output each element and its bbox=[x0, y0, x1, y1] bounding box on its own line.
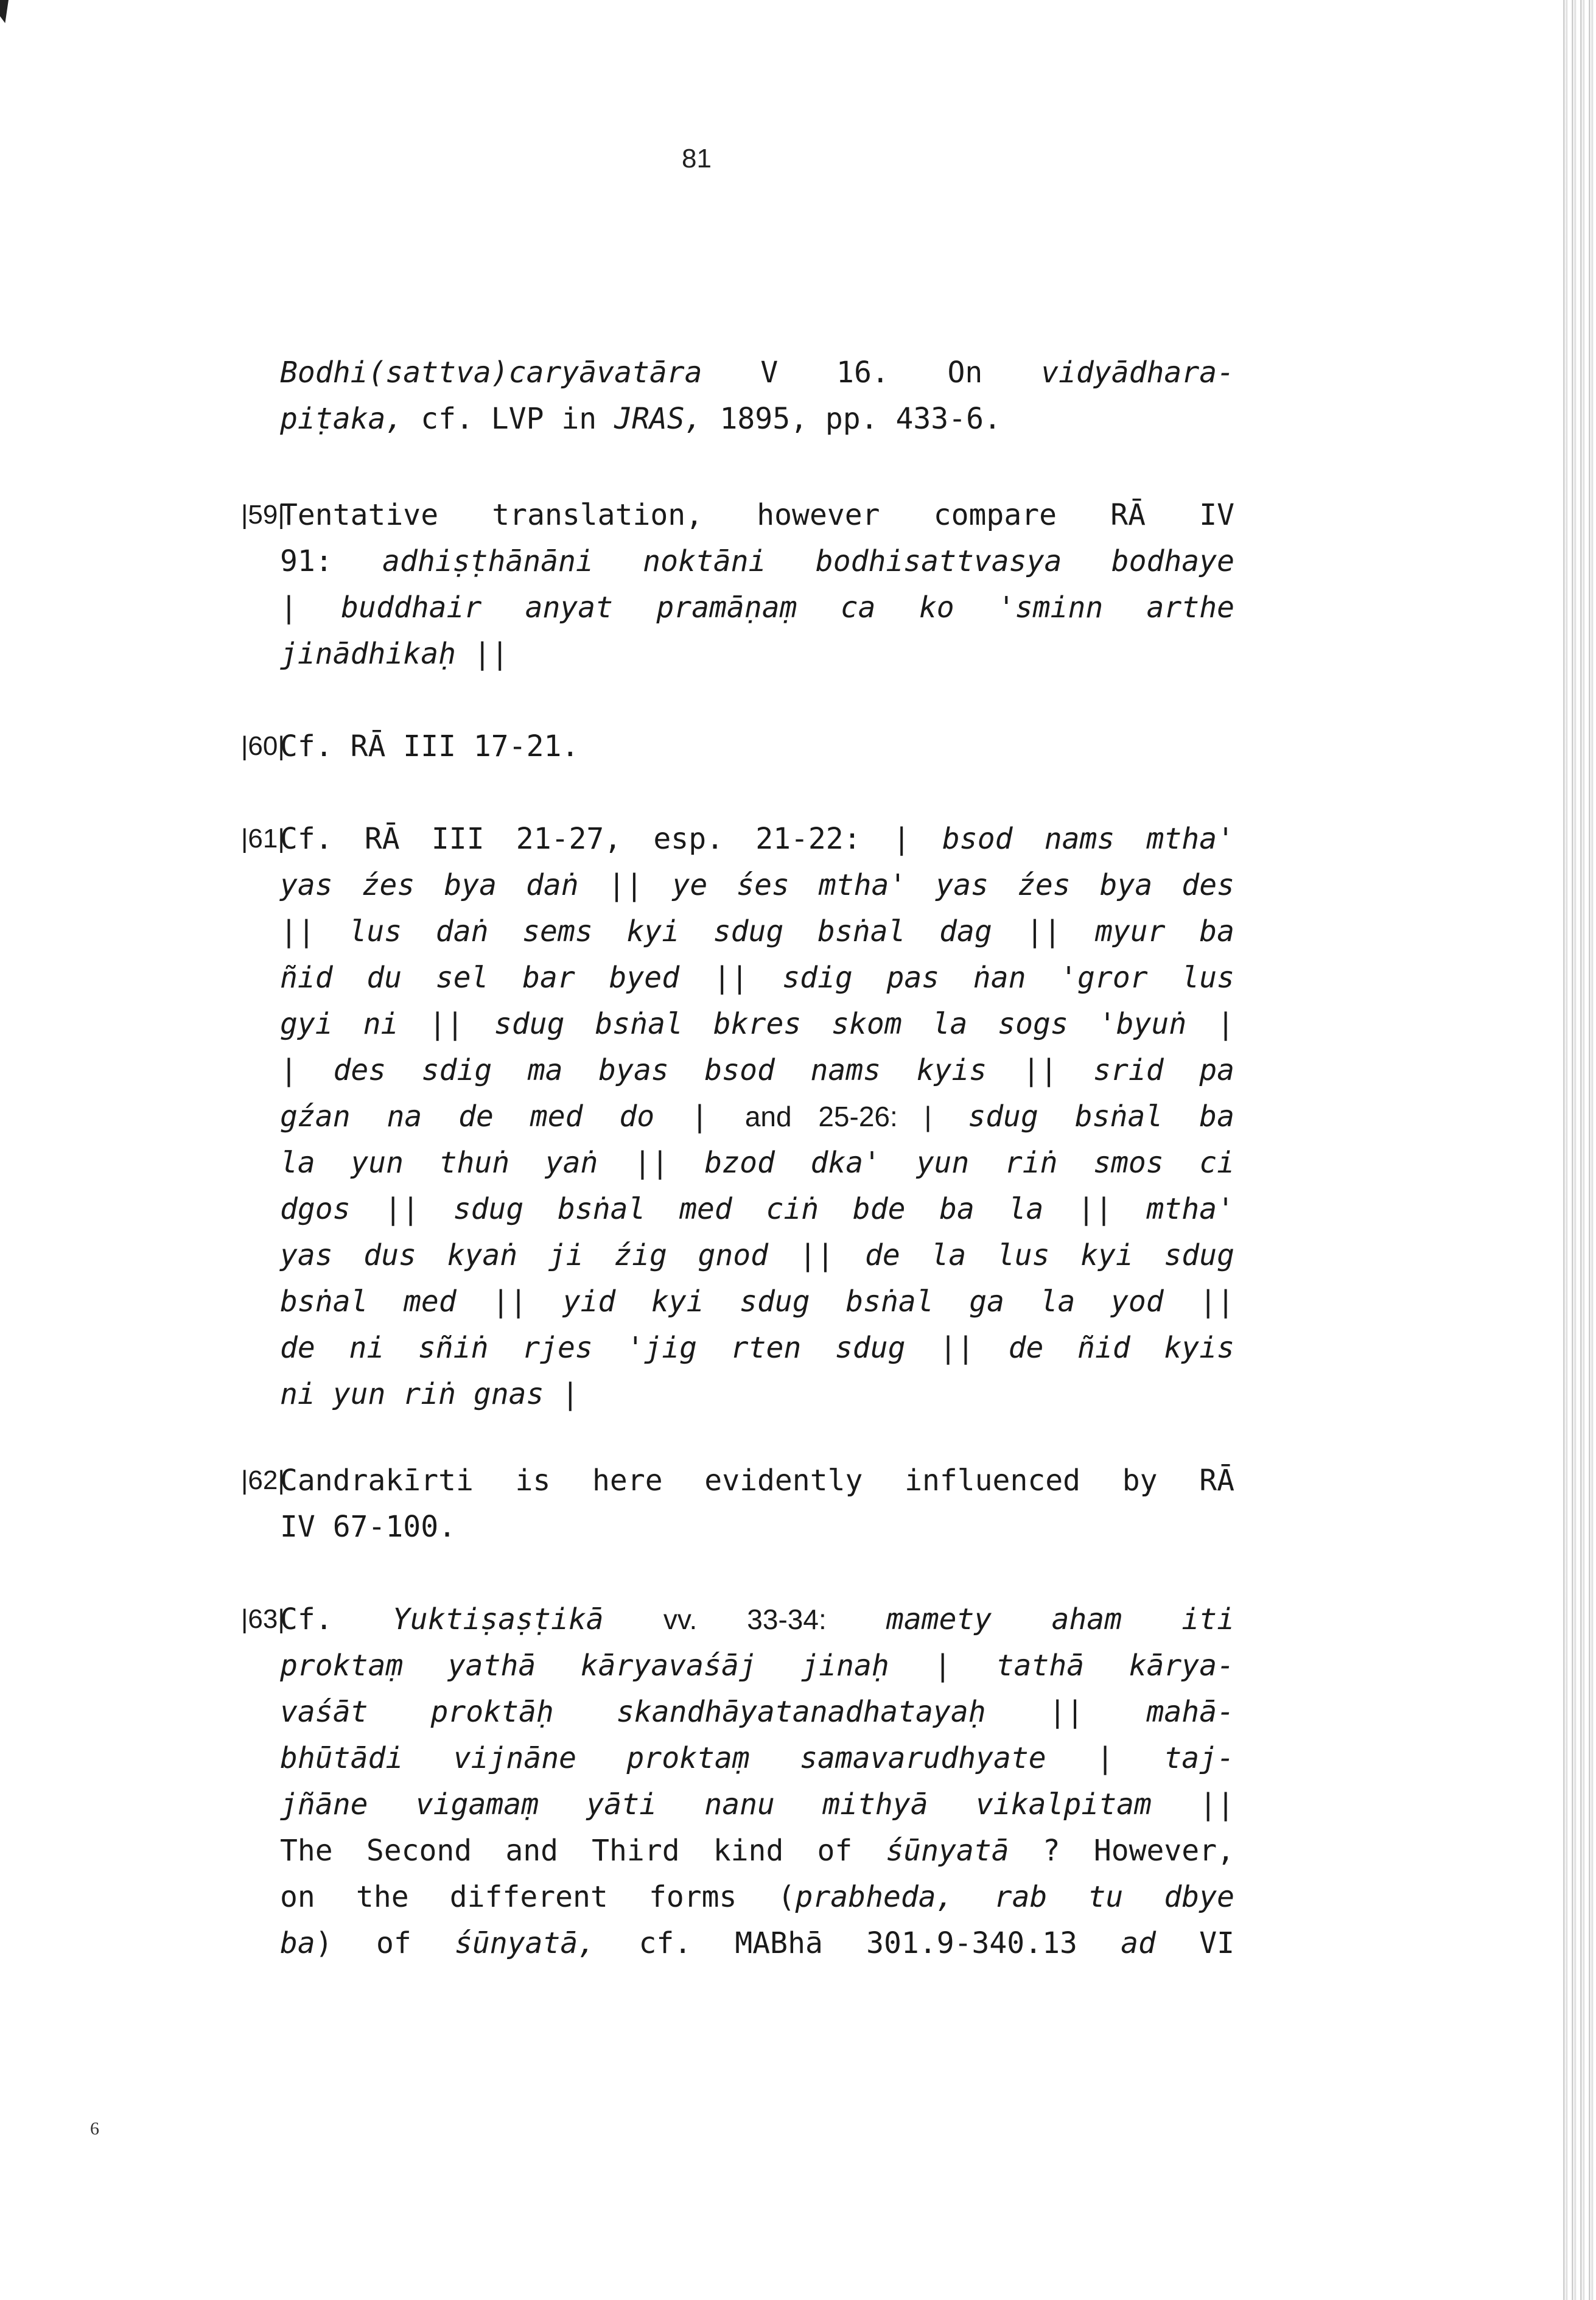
note-line bbox=[280, 816, 1234, 862]
text-span: yas źes bya daṅ || ye śes mtha' yas źes bya des bbox=[280, 868, 1234, 902]
text-span: sdug bsṅal ba bbox=[968, 1099, 1234, 1134]
text-span: VI bbox=[1199, 1926, 1234, 1960]
text-span: la yun thuṅ yaṅ || bzod dka' yun riṅ smos ci bbox=[280, 1146, 1234, 1180]
text-span: vv. 33-34: bbox=[663, 1604, 827, 1635]
text-span: Tentative translation, however compare RĀ IV bbox=[280, 498, 1234, 532]
note-line bbox=[280, 492, 1234, 538]
note-line bbox=[280, 1781, 1234, 1828]
text-span: and 25-26: | bbox=[744, 1101, 932, 1132]
note-number: |63| bbox=[241, 1604, 285, 1634]
note-line bbox=[280, 1371, 1234, 1417]
text-span: yas dus kyaṅ ji źig gnod || de la lus kyi sdug bbox=[280, 1238, 1234, 1272]
text-span: The Second and Third kind of bbox=[280, 1834, 853, 1868]
text-span: bsṅal med || yid kyi sdug bsṅal ga la yod || bbox=[280, 1285, 1234, 1319]
text-span: Yuktiṣaṣṭikā bbox=[392, 1602, 604, 1636]
note-line bbox=[280, 1596, 1234, 1643]
scan-edge bbox=[1559, 0, 1596, 2300]
note-line bbox=[280, 1140, 1234, 1186]
text-span: | des sdig ma byas bsod nams kyis || srid pa bbox=[280, 1053, 1234, 1087]
text-span: bhūtādi vijnāne proktaṃ samavarudhyate | taj- bbox=[280, 1741, 1234, 1775]
note-line bbox=[280, 1828, 1234, 1874]
note-line bbox=[280, 1001, 1234, 1047]
text-span: on the different forms ( bbox=[280, 1880, 796, 1914]
text-span: Candrakīrti is here evidently influenced by RĀ bbox=[280, 1464, 1234, 1498]
text-span: mamety aham iti bbox=[886, 1602, 1234, 1636]
page-number: 81 bbox=[682, 144, 712, 174]
note-line bbox=[280, 1278, 1234, 1325]
text-span: vidyādhara- bbox=[1041, 356, 1235, 390]
text-span: piṭaka, bbox=[280, 402, 404, 436]
text-span: ? However, bbox=[1042, 1834, 1234, 1868]
text-span: JRAS, bbox=[614, 402, 702, 436]
text-span: gyi ni || sdug bsṅal bkres skom la sogs 'byuṅ | bbox=[280, 1007, 1234, 1041]
text-span: de ni sñiṅ rjes 'jig rten sdug || de ñid kyis bbox=[280, 1331, 1234, 1365]
footer-mark: 6 bbox=[90, 2119, 99, 2139]
text-span: IV 67-100. bbox=[280, 1510, 456, 1544]
text-span: ad bbox=[1121, 1926, 1156, 1960]
note-line bbox=[280, 1735, 1234, 1781]
text-span: 91: bbox=[280, 544, 333, 578]
text-span: cf. MABhā 301.9-340.13 bbox=[639, 1926, 1077, 1960]
text-span: jñāne vigamaṃ yāti nanu mithyā vikalpitam || bbox=[280, 1787, 1234, 1821]
note-62 bbox=[241, 1457, 1234, 1550]
text-span: 1895, pp. 433-6. bbox=[719, 402, 1001, 436]
note-line bbox=[280, 1504, 1234, 1550]
note-line bbox=[280, 349, 1234, 396]
text-span: bsod nams mtha' bbox=[942, 822, 1234, 856]
note-line bbox=[280, 538, 1234, 584]
note-line bbox=[280, 631, 1234, 677]
text-span: ni yun riṅ gnas | bbox=[280, 1377, 579, 1411]
text-span: gźan na de med do | bbox=[280, 1099, 709, 1134]
note-continuation bbox=[280, 349, 1234, 442]
text-span: || lus daṅ sems kyi sdug bsṅal dag || myur ba bbox=[280, 914, 1234, 948]
text-span: Bodhi(sattva)caryāvatāra bbox=[280, 356, 702, 390]
text-span: ) of bbox=[315, 1926, 411, 1960]
note-line bbox=[280, 1689, 1234, 1735]
text-span: Cf. RĀ III 21-27, esp. 21-22: | bbox=[280, 822, 911, 856]
note-line bbox=[280, 1643, 1234, 1689]
note-line bbox=[280, 723, 1234, 770]
text-span: vaśāt proktāḥ skandhāyatanadhatayaḥ || mahā- bbox=[280, 1695, 1234, 1729]
note-line bbox=[280, 1047, 1234, 1093]
note-line bbox=[280, 1457, 1234, 1504]
text-span: Cf. bbox=[280, 1602, 333, 1636]
note-line bbox=[280, 1874, 1234, 1920]
note-number: |61| bbox=[241, 824, 285, 854]
note-61 bbox=[241, 816, 1234, 1417]
note-line bbox=[280, 584, 1234, 631]
note-line bbox=[280, 1093, 1234, 1140]
note-63 bbox=[241, 1596, 1235, 1966]
text-span: V 16. On bbox=[760, 356, 983, 390]
text-span: cf. LVP in bbox=[421, 402, 597, 436]
text-span: ñid du sel bar byed || sdig pas ṅan 'gror lus bbox=[280, 961, 1234, 995]
text-span: dgos || sdug bsṅal med ciṅ bde ba la || mtha' bbox=[280, 1192, 1234, 1226]
note-number: |62| bbox=[241, 1465, 285, 1495]
note-60 bbox=[241, 723, 1234, 770]
text-span: | buddhair anyat pramāṇaṃ ca ko 'sminn arthe bbox=[280, 591, 1234, 625]
text-span: adhiṣṭhānāni noktāni bodhisattvasya bodhaye bbox=[382, 544, 1234, 578]
note-line bbox=[280, 396, 1234, 442]
note-line bbox=[280, 1186, 1234, 1232]
text-span: śūnyatā bbox=[886, 1834, 1009, 1868]
note-line bbox=[280, 908, 1234, 955]
text-span: śūnyatā, bbox=[455, 1926, 596, 1960]
note-number: |60| bbox=[241, 731, 285, 761]
note-line bbox=[280, 862, 1234, 908]
text-span: ba bbox=[280, 1926, 315, 1960]
note-number: |59| bbox=[241, 500, 285, 530]
text-span: prabheda, rab tu dbye bbox=[795, 1880, 1235, 1914]
corner-mark bbox=[0, 0, 9, 23]
text-span: jinādhikaḥ || bbox=[280, 637, 509, 671]
note-line bbox=[280, 1920, 1234, 1966]
text-span: Cf. RĀ III 17-21. bbox=[280, 729, 579, 763]
note-line bbox=[280, 1325, 1234, 1371]
note-59 bbox=[241, 492, 1234, 677]
text-span: proktaṃ yathā kāryavaśāj jinaḥ | tathā kārya- bbox=[280, 1649, 1234, 1683]
note-line bbox=[280, 955, 1234, 1001]
note-line bbox=[280, 1232, 1234, 1278]
